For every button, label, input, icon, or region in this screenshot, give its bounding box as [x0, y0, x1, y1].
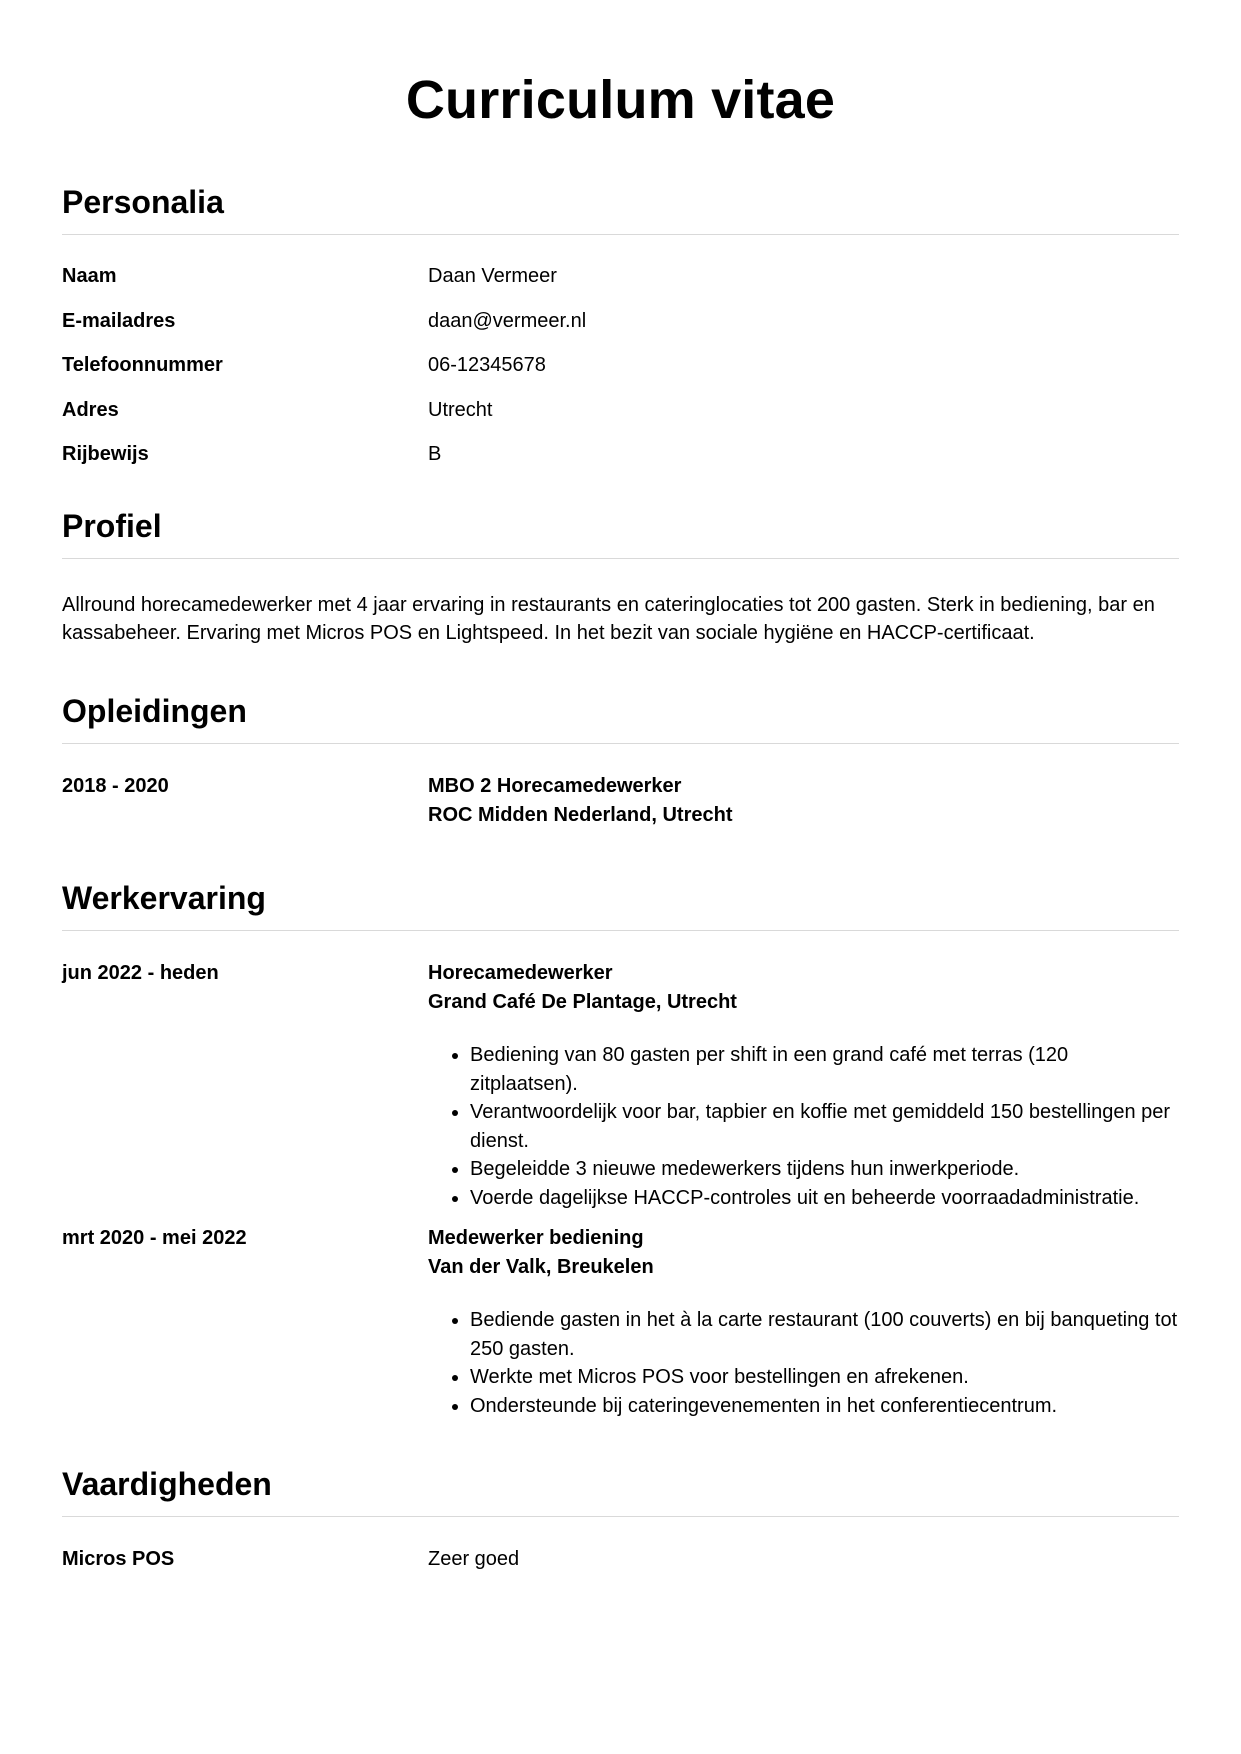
section-profiel: [62, 506, 1179, 647]
section-opleidingen: [62, 691, 1179, 830]
section-title-vaardigheden: Vaardigheden: [62, 1464, 1179, 1517]
personalia-value: 06-12345678: [428, 354, 546, 376]
work-bullet: • Werkte met Micros POS voor bestellingen en afrekenen.: [470, 1363, 1179, 1392]
personalia-list: [62, 262, 1179, 469]
work-bullet: • Ondersteunde bij cateringevenementen in het conferentiecentrum.: [470, 1392, 1179, 1421]
section-werkervaring: [62, 878, 1179, 1420]
section-title-personalia: Personalia: [62, 182, 1179, 235]
work-details: [428, 1224, 1179, 1420]
education-school: ROC Midden Nederland, Utrecht: [428, 804, 733, 826]
section-vaardigheden: [62, 1464, 1179, 1574]
education-item: [62, 772, 1179, 830]
section-title-profiel: Profiel: [62, 506, 1179, 559]
work-bullet: • Voerde dagelijkse HACCP-controles uit en beheerde voorraadadministratie.: [470, 1184, 1179, 1213]
education-period: 2018 - 2020: [62, 775, 169, 797]
skill-level: Zeer goed: [428, 1548, 520, 1570]
education-title: MBO 2 Horecamedewerker: [428, 775, 682, 797]
personalia-label: Telefoonnummer: [62, 354, 223, 376]
work-bullet: • Verantwoordelijk voor bar, tapbier en koffie met gemiddeld 150 bestellingen per dienst.: [470, 1098, 1179, 1155]
work-item: [62, 1224, 1179, 1420]
work-title: Medewerker bediening: [428, 1227, 644, 1249]
skill-name: Micros POS: [62, 1548, 175, 1570]
personalia-label: Rijbewijs: [62, 443, 149, 465]
section-personalia: [62, 182, 1179, 469]
work-employer: Van der Valk, Breukelen: [428, 1256, 654, 1278]
section-title-opleidingen: Opleidingen: [62, 691, 1179, 744]
personalia-row-license: [62, 440, 1179, 469]
personalia-label: Adres: [62, 398, 119, 421]
personalia-row-phone: [62, 351, 1179, 380]
personalia-value: daan@vermeer.nl: [428, 309, 587, 332]
profile-text: Allround horecamedewerker met 4 jaar ervaring in restaurants en cateringlocaties tot 200 gasten. Sterk in bediening, bar en kassabeheer. Ervaring met Micros POS en Lightspeed. In het bezit van sociale hygiëne en HACCP-certificaat.: [62, 594, 1155, 644]
work-details: [428, 959, 1179, 1212]
work-bullet: • Bediening van 80 gasten per shift in een grand café met terras (120 zitplaatsen).: [470, 1041, 1179, 1098]
personalia-label: E-mailadres: [62, 309, 176, 332]
personalia-row-address: [62, 396, 1179, 425]
personalia-value: Daan Vermeer: [428, 265, 557, 287]
personalia-label: Naam: [62, 265, 117, 287]
work-item: [62, 959, 1179, 1212]
work-title: Horecamedewerker: [428, 962, 613, 984]
work-bullets: [428, 1306, 1179, 1420]
section-title-werkervaring: Werkervaring: [62, 878, 1179, 931]
personalia-value: B: [428, 443, 442, 465]
work-bullet: • Begeleidde 3 nieuwe medewerkers tijdens hun inwerkperiode.: [470, 1155, 1179, 1184]
personalia-row-email: [62, 307, 1179, 336]
personalia-value: Utrecht: [428, 398, 493, 421]
work-employer: Grand Café De Plantage, Utrecht: [428, 991, 737, 1013]
work-bullet: • Bediende gasten in het à la carte restaurant (100 couverts) en bij banqueting tot 250 gasten.: [470, 1306, 1179, 1363]
work-bullets: [428, 1041, 1179, 1212]
personalia-row-name: [62, 262, 1179, 291]
education-details: [428, 772, 1179, 830]
skill-row: [62, 1545, 1179, 1574]
work-period: jun 2022 - heden: [62, 962, 219, 984]
document-title: Curriculum vitae: [405, 70, 836, 130]
work-period: mrt 2020 - mei 2022: [62, 1227, 247, 1249]
